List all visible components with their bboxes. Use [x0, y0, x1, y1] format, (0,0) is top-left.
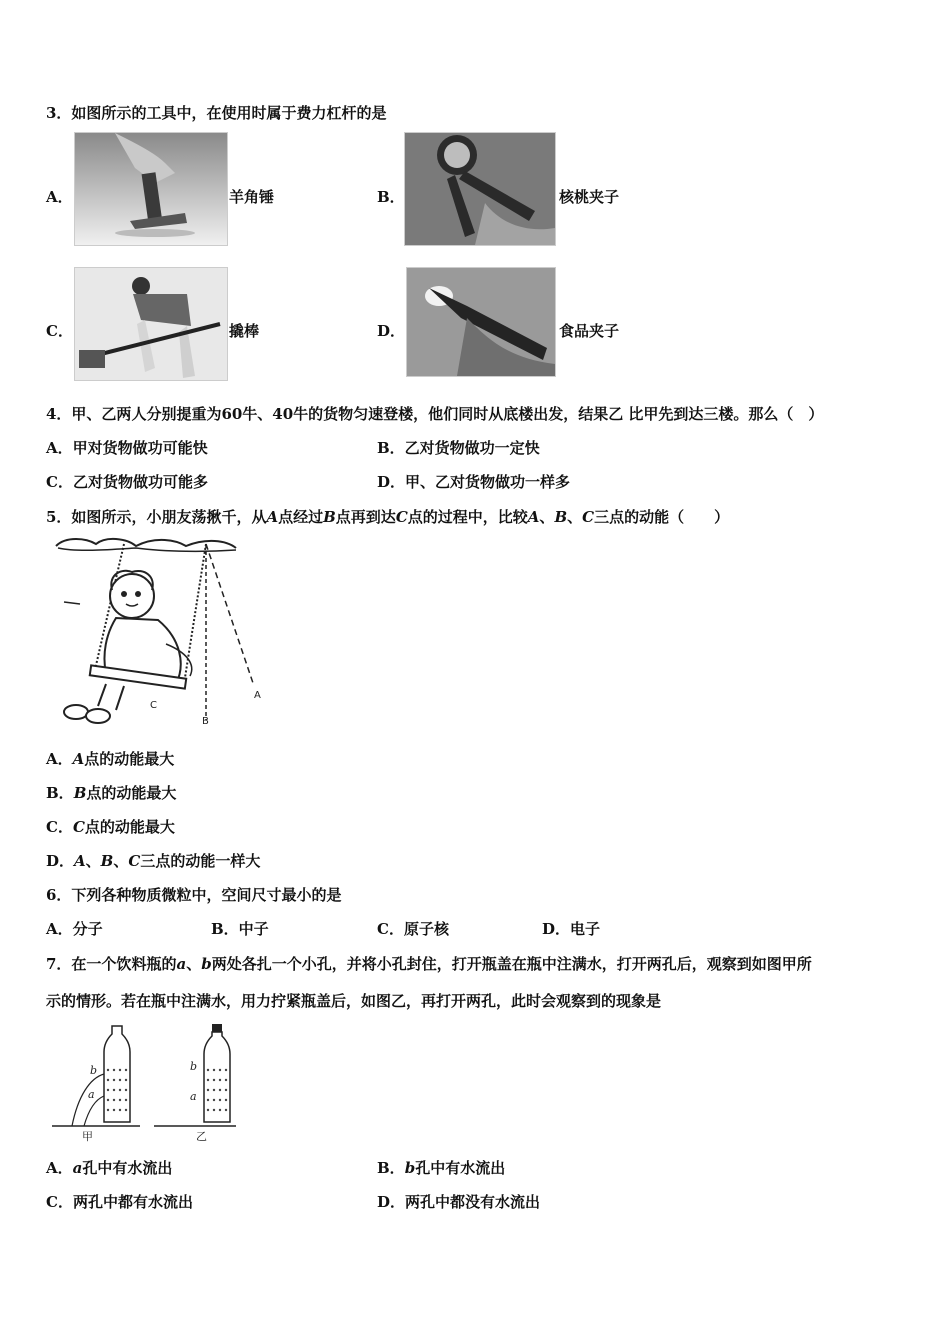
swing-figure — [46, 534, 276, 730]
q6-option-a: A．分子 — [46, 920, 103, 938]
q3-option-c-label: 撬棒 — [229, 322, 260, 340]
bottle-jia-label-a: a — [88, 1088, 95, 1101]
bottle-yi-label-b: b — [190, 1060, 198, 1073]
q5-stem: 5．如图所示，小朋友荡揪千，从A点经过B点再到达C点的过程中，比较A、B、C三点的动能（ ） — [46, 508, 730, 526]
q3-option-a-letter: A． — [46, 188, 73, 206]
q3-stem: 3．如图所示的工具中，在使用时属于费力杠杆的是 — [46, 104, 387, 122]
q7-option-a: A．a孔中有水流出 — [46, 1159, 173, 1177]
food-tongs-photo — [406, 267, 556, 377]
q7-option-d: D．两孔中都没有水流出 — [377, 1193, 541, 1211]
q5-option-c: C．C点的动能最大 — [46, 818, 175, 836]
q3-option-b-label: 核桃夹子 — [559, 188, 620, 206]
q4-option-b: B．乙对货物做功一定快 — [377, 439, 540, 457]
bottle-yi-label-a: a — [190, 1090, 197, 1103]
q6-option-d: D．电子 — [542, 920, 601, 938]
crowbar-photo — [74, 267, 228, 381]
nutcracker-photo — [404, 132, 556, 246]
q6-option-b: B．中子 — [211, 920, 269, 938]
q4-option-a: A．甲对货物做功可能快 — [46, 439, 208, 457]
q3-option-c-letter: C． — [46, 322, 73, 340]
q3-option-a-label: 羊角锤 — [229, 188, 275, 206]
bottle-figure — [50, 1022, 250, 1144]
q5-option-b: B．B点的动能最大 — [46, 784, 177, 802]
q6-option-c: C．原子核 — [377, 920, 449, 938]
q6-stem: 6．下列各种物质微粒中，空间尺寸最小的是 — [46, 886, 342, 904]
q7-option-b: B．b孔中有水流出 — [377, 1159, 506, 1177]
q3-option-d-label: 食品夹子 — [559, 322, 620, 340]
q3-option-d-letter: D． — [377, 322, 406, 340]
bottle-jia-caption: 甲 — [82, 1130, 93, 1143]
swing-label-b: B — [202, 716, 209, 727]
q5-option-d: D．A、B、C三点的动能一样大 — [46, 852, 261, 870]
q5-option-a: A．A点的动能最大 — [46, 750, 175, 768]
q3-option-b-letter: B． — [377, 188, 405, 206]
swing-label-a: A — [254, 690, 261, 701]
bottle-jia-label-b: b — [90, 1064, 98, 1077]
swing-label-c: C — [150, 700, 157, 711]
q7-option-c: C．两孔中都有水流出 — [46, 1193, 193, 1211]
q4-option-c: C．乙对货物做功可能多 — [46, 473, 208, 491]
claw-hammer-photo — [74, 132, 228, 246]
q4-option-d: D．甲、乙对货物做功一样多 — [377, 473, 571, 491]
bottle-yi-caption: 乙 — [196, 1130, 207, 1143]
q4-stem: 4．甲、乙两人分别提重为60牛、40牛的货物匀速登楼，他们同时从底楼出发，结果乙 比甲先到达三楼。那么（ ） — [46, 405, 824, 423]
q7-stem-line2: 示的情形。若在瓶中注满水，用力拧紧瓶盖后，如图乙，再打开两孔，此时会观察到的现象是 — [46, 992, 662, 1010]
q7-stem-line1: 7．在一个饮料瓶的a、b两处各扎一个小孔，并将小孔封住，打开瓶盖在瓶中注满水，打开两孔后，观察到如图甲所 — [46, 955, 812, 973]
